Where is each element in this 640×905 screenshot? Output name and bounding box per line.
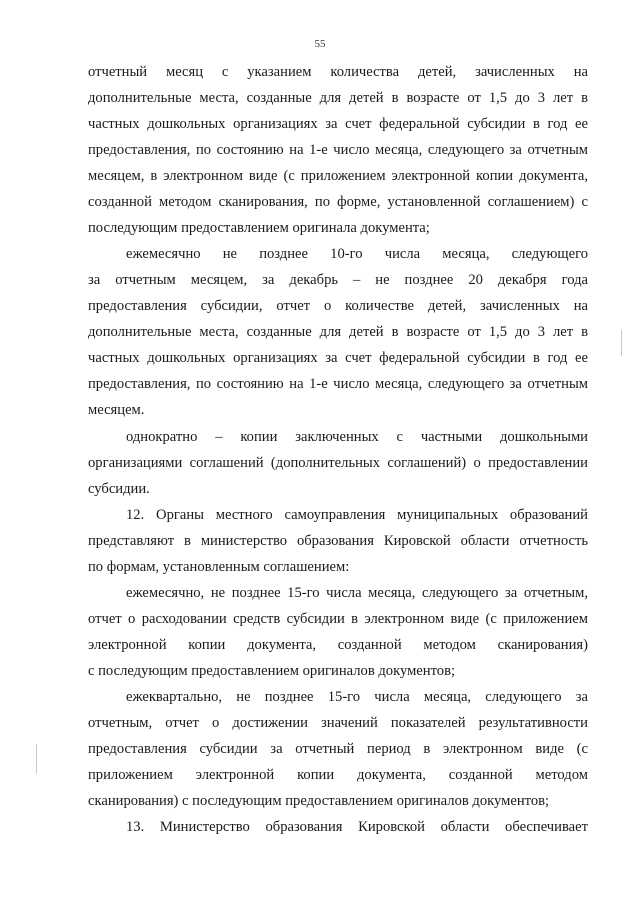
scan-artifact [36,744,37,774]
text-line: отчетный месяц с указанием количества детей, зачисленных на [88,64,588,80]
text-line: предоставления субсидии за отчетный период в электронном виде (с [88,741,588,757]
text-line: субсидии. [88,481,150,497]
text-line: приложением электронной копии документа, созданной методом [88,767,588,783]
text-line: предоставления, по состоянию на 1-е число месяца, следующего за отчетным [88,142,588,158]
text-line: за отчетным месяцем, за декабрь – не позднее 20 декабря года [88,272,588,288]
text-line: дополнительные места, созданные для детей в возрасте от 1,5 до 3 лет в [88,324,588,340]
text-line: представляют в министерство образования Кировской области отчетность [88,533,588,549]
paragraph-first-line: ежеквартально, не позднее 15-го числа месяца, следующего за [126,689,588,705]
text-line: сканирования) с последующим предоставлением оригиналов документов; [88,793,550,809]
text-line: дополнительные места, созданные для детей в возрасте от 1,5 до 3 лет в [88,90,588,106]
page-number: 55 [314,38,326,50]
text-line: месяцем. [88,402,145,418]
text-line: частных дошкольных организациях за счет федеральной субсидии в год ее [88,116,588,132]
text-line: созданной методом сканирования, по форме, установленной соглашением) с [88,194,588,210]
text-line: с последующим предоставлением оригиналов документов; [88,663,456,679]
paragraph-first-line: ежемесячно не позднее 10-го числа месяца, следующего [126,246,588,262]
text-line: отчет о расходовании средств субсидии в электронном виде (с приложением [88,611,588,627]
scan-artifact [621,330,622,356]
paragraph-first-line: однократно – копии заключенных с частными дошкольными [126,429,588,445]
text-line: электронной копии документа, созданной методом сканирования) [88,637,588,653]
text-line: частных дошкольных организациях за счет федеральной субсидии в год ее [88,350,588,366]
text-line: предоставления субсидии, отчет о количестве детей, зачисленных на [88,298,588,314]
section-12-heading: 12. Органы местного самоуправления муниципальных образований [126,507,588,523]
text-line: по формам, установленным соглашением: [88,559,350,575]
text-line: отчетным, отчет о достижении значений показателей результативности [88,715,588,731]
text-line: организациями соглашений (дополнительных соглашений) о предоставлении [88,455,588,471]
text-line: месяцем, в электронном виде (с приложением электронной копии документа, [88,168,588,184]
text-line: предоставления, по состоянию на 1-е число месяца, следующего за отчетным [88,376,588,392]
text-line: последующим предоставлением оригинала документа; [88,220,430,236]
section-13-heading: 13. Министерство образования Кировской области обеспечивает [126,819,588,835]
paragraph-first-line: ежемесячно, не позднее 15-го числа месяца, следующего за отчетным, [126,585,588,601]
